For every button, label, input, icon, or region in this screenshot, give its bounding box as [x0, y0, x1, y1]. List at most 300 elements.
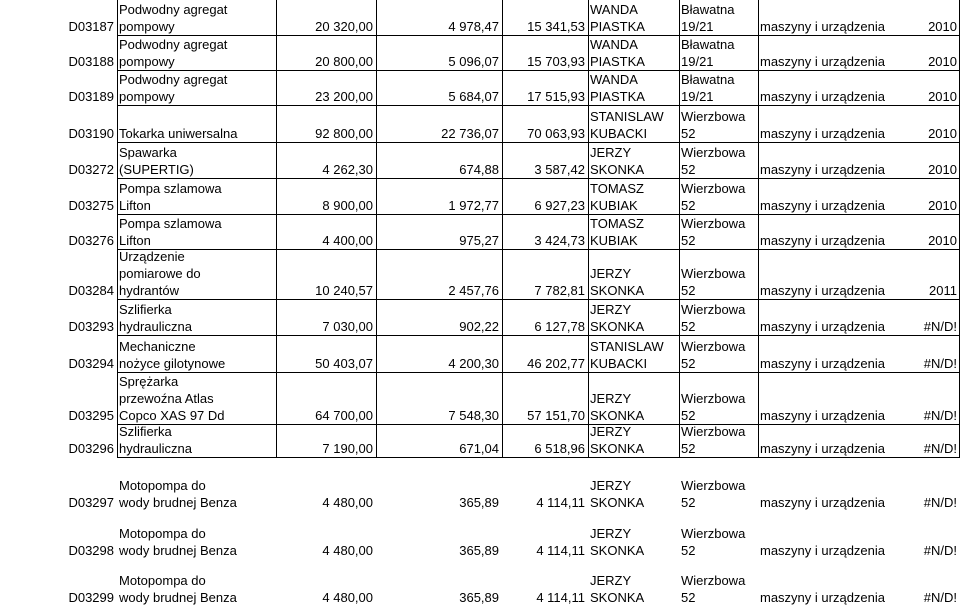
- cell-text: 52: [681, 543, 696, 558]
- cell-text: maszyny i urządzenia: [760, 19, 885, 34]
- cell-depreciation[interactable]: [376, 215, 502, 250]
- cell-depreciation[interactable]: [376, 512, 502, 560]
- table-row: [0, 250, 960, 300]
- cell-text: 2010: [928, 89, 957, 104]
- cell-text: 15 703,93: [527, 54, 585, 69]
- cell-location[interactable]: [679, 300, 758, 336]
- cell-text: Podwodny agregat: [119, 72, 228, 87]
- cell-text: hydrauliczna: [119, 441, 192, 456]
- cell-text: KUBIAK: [590, 233, 638, 248]
- cell-depreciation[interactable]: [376, 458, 502, 512]
- cell-text: Tokarka uniwersalna: [119, 126, 238, 141]
- cell-net[interactable]: [502, 300, 588, 336]
- cell-location[interactable]: [679, 373, 758, 425]
- cell-depreciation[interactable]: [376, 300, 502, 336]
- cell-text: D03293: [68, 319, 114, 334]
- cell-depreciation[interactable]: [376, 336, 502, 373]
- cell-person[interactable]: [588, 0, 679, 36]
- cell-text: 7 548,30: [448, 408, 499, 423]
- cell-id[interactable]: [0, 36, 117, 71]
- cell-text: 19/21: [681, 54, 714, 69]
- cell-location[interactable]: [679, 143, 758, 179]
- cell-text: TOMASZ: [590, 216, 644, 231]
- row-divider: [117, 299, 960, 300]
- cell-year[interactable]: [864, 215, 960, 250]
- cell-id[interactable]: [0, 336, 117, 373]
- cell-depreciation[interactable]: [376, 425, 502, 458]
- cell-text: D03187: [68, 19, 114, 34]
- cell-year[interactable]: [864, 71, 960, 106]
- cell-text: 2010: [928, 126, 957, 141]
- cell-net[interactable]: [502, 0, 588, 36]
- cell-person[interactable]: [588, 143, 679, 179]
- cell-text: D03297: [68, 495, 114, 510]
- cell-text: maszyny i urządzenia: [760, 543, 885, 558]
- cell-text: JERZY: [590, 526, 632, 541]
- cell-text: 52: [681, 590, 696, 605]
- cell-text: 10 240,57: [315, 283, 373, 298]
- cell-text: 23 200,00: [315, 89, 373, 104]
- cell-text: PIASTKA: [590, 89, 645, 104]
- cell-text: pompowy: [119, 19, 175, 34]
- cell-text: KUBACKI: [590, 356, 648, 371]
- cell-location[interactable]: [679, 215, 758, 250]
- cell-text: Sprężarka: [119, 374, 179, 389]
- cell-year[interactable]: [864, 373, 960, 425]
- cell-net[interactable]: [502, 512, 588, 560]
- cell-text: SKONKA: [590, 319, 645, 334]
- table-row: [0, 300, 960, 336]
- cell-name[interactable]: [117, 425, 276, 458]
- cell-text: JERZY: [590, 425, 632, 439]
- cell-text: D03188: [68, 54, 114, 69]
- cell-text: 52: [681, 283, 696, 298]
- cell-depreciation[interactable]: [376, 560, 502, 607]
- cell-text: 7 190,00: [322, 441, 373, 456]
- cell-text: 52: [681, 495, 696, 510]
- cell-person[interactable]: [588, 106, 679, 143]
- cell-text: wody brudnej Benza: [119, 495, 237, 510]
- cell-text: 52: [681, 441, 696, 456]
- cell-id[interactable]: [0, 512, 117, 560]
- cell-text: Bławatna: [681, 72, 735, 87]
- cell-text: Szlifierka: [119, 425, 172, 439]
- cell-text: Wierzbowa: [681, 216, 746, 231]
- cell-text: Wierzbowa: [681, 302, 746, 317]
- cell-location[interactable]: [679, 106, 758, 143]
- cell-net[interactable]: [502, 336, 588, 373]
- cell-name[interactable]: [117, 300, 276, 336]
- cell-text: 671,04: [459, 441, 499, 456]
- cell-name[interactable]: [117, 336, 276, 373]
- cell-year[interactable]: [864, 36, 960, 71]
- cell-year[interactable]: [864, 425, 960, 458]
- cell-text: 20 800,00: [315, 54, 373, 69]
- table-row: [0, 512, 960, 560]
- cell-text: 5 684,07: [448, 89, 499, 104]
- cell-text: 4 400,00: [322, 233, 373, 248]
- cell-name[interactable]: [117, 373, 276, 425]
- cell-text: #N/D!: [923, 543, 957, 558]
- cell-id[interactable]: [0, 560, 117, 607]
- cell-text: 92 800,00: [315, 126, 373, 141]
- cell-text: Lifton: [119, 198, 151, 213]
- table-row: [0, 336, 960, 373]
- cell-text: 4 262,30: [322, 162, 373, 177]
- cell-net[interactable]: [502, 560, 588, 607]
- cell-depreciation[interactable]: [376, 250, 502, 300]
- cell-person[interactable]: [588, 250, 679, 300]
- row-divider: [117, 424, 960, 425]
- cell-year[interactable]: [864, 250, 960, 300]
- cell-text: 7 030,00: [322, 319, 373, 334]
- cell-depreciation[interactable]: [376, 373, 502, 425]
- cell-text: Wierzbowa: [681, 145, 746, 160]
- cell-text: SKONKA: [590, 162, 645, 177]
- cell-text: 4 114,11: [536, 543, 585, 558]
- cell-text: 6 127,78: [534, 319, 585, 334]
- cell-text: 2010: [928, 19, 957, 34]
- cell-depreciation[interactable]: [376, 71, 502, 106]
- cell-text: Copco XAS 97 Dd: [119, 408, 225, 423]
- cell-value[interactable]: [276, 336, 376, 373]
- cell-text: #N/D!: [923, 319, 957, 334]
- cell-person[interactable]: [588, 373, 679, 425]
- row-divider: [117, 457, 960, 458]
- cell-location[interactable]: [679, 458, 758, 512]
- cell-text: D03294: [68, 356, 114, 371]
- cell-net[interactable]: [502, 179, 588, 215]
- cell-text: 20 320,00: [315, 19, 373, 34]
- cell-text: D03275: [68, 198, 114, 213]
- cell-value[interactable]: [276, 560, 376, 607]
- cell-text: TOMASZ: [590, 181, 644, 196]
- cell-text: Podwodny agregat: [119, 2, 228, 17]
- cell-depreciation[interactable]: [376, 0, 502, 36]
- cell-text: 975,27: [459, 233, 499, 248]
- cell-text: Wierzbowa: [681, 391, 746, 406]
- cell-id[interactable]: [0, 0, 117, 36]
- cell-text: D03190: [68, 126, 114, 141]
- cell-name[interactable]: [117, 179, 276, 215]
- cell-text: 5 096,07: [448, 54, 499, 69]
- cell-id[interactable]: [0, 250, 117, 300]
- table-row: [0, 143, 960, 179]
- cell-id[interactable]: [0, 373, 117, 425]
- cell-text: SKONKA: [590, 441, 645, 456]
- cell-value[interactable]: [276, 71, 376, 106]
- cell-text: Wierzbowa: [681, 266, 746, 281]
- cell-text: 22 736,07: [441, 126, 499, 141]
- cell-value[interactable]: [276, 106, 376, 143]
- cell-year[interactable]: [864, 560, 960, 607]
- cell-text: 4 200,30: [448, 356, 499, 371]
- cell-name[interactable]: [117, 36, 276, 71]
- cell-text: #N/D!: [923, 441, 957, 456]
- cell-text: JERZY: [590, 391, 632, 406]
- cell-text: maszyny i urządzenia: [760, 126, 885, 141]
- table-row: [0, 215, 960, 250]
- cell-net[interactable]: [502, 36, 588, 71]
- cell-text: 52: [681, 319, 696, 334]
- cell-text: Motopompa do: [119, 573, 206, 588]
- cell-text: D03284: [68, 283, 114, 298]
- row-divider: [117, 214, 960, 215]
- cell-value[interactable]: [276, 215, 376, 250]
- cell-net[interactable]: [502, 373, 588, 425]
- cell-id[interactable]: [0, 143, 117, 179]
- cell-text: 52: [681, 408, 696, 423]
- table-row: [0, 106, 960, 143]
- cell-text: wody brudnej Benza: [119, 590, 237, 605]
- cell-person[interactable]: [588, 215, 679, 250]
- cell-name[interactable]: [117, 512, 276, 560]
- cell-text: JERZY: [590, 266, 632, 281]
- cell-value[interactable]: [276, 300, 376, 336]
- cell-text: Wierzbowa: [681, 425, 746, 439]
- cell-text: Wierzbowa: [681, 573, 746, 588]
- cell-text: 3 424,73: [534, 233, 585, 248]
- cell-text: D03189: [68, 89, 114, 104]
- cell-location[interactable]: [679, 36, 758, 71]
- cell-text: maszyny i urządzenia: [760, 89, 885, 104]
- cell-year[interactable]: [864, 179, 960, 215]
- cell-text: PIASTKA: [590, 19, 645, 34]
- cell-text: Urządzenie: [119, 250, 185, 264]
- cell-text: 7 782,81: [534, 283, 585, 298]
- cell-text: D03296: [68, 441, 114, 456]
- cell-text: 365,89: [459, 590, 499, 605]
- cell-depreciation[interactable]: [376, 143, 502, 179]
- row-divider: [117, 142, 960, 143]
- cell-person[interactable]: [588, 512, 679, 560]
- cell-year[interactable]: [864, 300, 960, 336]
- cell-text: 4 978,47: [448, 19, 499, 34]
- cell-text: 8 900,00: [322, 198, 373, 213]
- column-divider: [502, 0, 503, 458]
- cell-depreciation[interactable]: [376, 36, 502, 71]
- cell-text: 6 518,96: [534, 441, 585, 456]
- row-divider: [117, 335, 960, 336]
- cell-name[interactable]: [117, 0, 276, 36]
- cell-text: 365,89: [459, 543, 499, 558]
- cell-text: 52: [681, 356, 696, 371]
- cell-net[interactable]: [502, 458, 588, 512]
- cell-text: JERZY: [590, 302, 632, 317]
- cell-location[interactable]: [679, 0, 758, 36]
- cell-value[interactable]: [276, 512, 376, 560]
- cell-text: Szlifierka: [119, 302, 172, 317]
- cell-text: (SUPERTIG): [119, 162, 194, 177]
- cell-text: 2011: [929, 283, 957, 298]
- row-divider: [117, 70, 960, 71]
- cell-text: WANDA: [590, 72, 638, 87]
- cell-text: maszyny i urządzenia: [760, 54, 885, 69]
- cell-depreciation[interactable]: [376, 106, 502, 143]
- cell-text: Podwodny agregat: [119, 37, 228, 52]
- cell-text: #N/D!: [923, 408, 957, 423]
- cell-person[interactable]: [588, 179, 679, 215]
- cell-text: maszyny i urządzenia: [760, 495, 885, 510]
- row-divider: [117, 178, 960, 179]
- cell-text: maszyny i urządzenia: [760, 441, 885, 456]
- cell-net[interactable]: [502, 215, 588, 250]
- cell-location[interactable]: [679, 512, 758, 560]
- cell-text: Bławatna: [681, 2, 735, 17]
- cell-text: 4 480,00: [322, 543, 373, 558]
- cell-text: Pompa szlamowa: [119, 216, 222, 231]
- cell-net[interactable]: [502, 425, 588, 458]
- cell-text: STANISLAW: [590, 109, 664, 124]
- cell-text: 52: [681, 162, 696, 177]
- cell-name[interactable]: [117, 143, 276, 179]
- cell-name[interactable]: [117, 106, 276, 143]
- cell-text: pomiarowe do: [119, 266, 201, 281]
- cell-year[interactable]: [864, 143, 960, 179]
- cell-location[interactable]: [679, 71, 758, 106]
- cell-value[interactable]: [276, 458, 376, 512]
- cell-net[interactable]: [502, 143, 588, 179]
- cell-text: 64 700,00: [315, 408, 373, 423]
- column-divider: [679, 0, 680, 458]
- cell-year[interactable]: [864, 512, 960, 560]
- cell-text: SKONKA: [590, 590, 645, 605]
- cell-text: 2010: [928, 162, 957, 177]
- cell-text: #N/D!: [923, 495, 957, 510]
- cell-id[interactable]: [0, 179, 117, 215]
- cell-value[interactable]: [276, 0, 376, 36]
- cell-text: Lifton: [119, 233, 151, 248]
- cell-name[interactable]: [117, 250, 276, 300]
- cell-text: WANDA: [590, 2, 638, 17]
- cell-year[interactable]: [864, 0, 960, 36]
- cell-net[interactable]: [502, 106, 588, 143]
- cell-text: maszyny i urządzenia: [760, 162, 885, 177]
- cell-text: Spawarka: [119, 145, 177, 160]
- cell-text: 2010: [928, 54, 957, 69]
- cell-text: 15 341,53: [527, 19, 585, 34]
- cell-text: Wierzbowa: [681, 478, 746, 493]
- cell-id[interactable]: [0, 215, 117, 250]
- cell-location[interactable]: [679, 425, 758, 458]
- cell-text: maszyny i urządzenia: [760, 319, 885, 334]
- cell-text: Motopompa do: [119, 526, 206, 541]
- cell-text: KUBACKI: [590, 126, 648, 141]
- cell-text: maszyny i urządzenia: [760, 590, 885, 605]
- cell-name[interactable]: [117, 458, 276, 512]
- cell-value[interactable]: [276, 179, 376, 215]
- cell-text: pompowy: [119, 89, 175, 104]
- cell-text: Wierzbowa: [681, 181, 746, 196]
- cell-value[interactable]: [276, 425, 376, 458]
- cell-text: STANISLAW: [590, 339, 664, 354]
- cell-text: maszyny i urządzenia: [760, 408, 885, 423]
- cell-text: pompowy: [119, 54, 175, 69]
- cell-text: 17 515,93: [527, 89, 585, 104]
- cell-year[interactable]: [864, 458, 960, 512]
- cell-location[interactable]: [679, 336, 758, 373]
- cell-id[interactable]: [0, 458, 117, 512]
- cell-person[interactable]: [588, 300, 679, 336]
- cell-text: maszyny i urządzenia: [760, 198, 885, 213]
- cell-person[interactable]: [588, 36, 679, 71]
- cell-id[interactable]: [0, 71, 117, 106]
- cell-text: maszyny i urządzenia: [760, 283, 885, 298]
- cell-text: 4 480,00: [322, 495, 373, 510]
- cell-text: 4 480,00: [322, 590, 373, 605]
- cell-name[interactable]: [117, 215, 276, 250]
- column-divider: [117, 0, 118, 458]
- cell-value[interactable]: [276, 143, 376, 179]
- cell-text: 2010: [928, 233, 957, 248]
- cell-net[interactable]: [502, 71, 588, 106]
- table-row: [0, 0, 960, 36]
- cell-text: nożyce gilotynowe: [119, 356, 226, 371]
- column-divider: [758, 0, 759, 458]
- cell-location[interactable]: [679, 560, 758, 607]
- cell-net[interactable]: [502, 250, 588, 300]
- cell-text: D03298: [68, 543, 114, 558]
- cell-text: JERZY: [590, 145, 632, 160]
- cell-text: hydrantów: [119, 283, 179, 298]
- cell-text: 46 202,77: [527, 356, 585, 371]
- cell-text: 4 114,11: [536, 495, 585, 510]
- cell-person[interactable]: [588, 458, 679, 512]
- column-divider: [276, 0, 277, 458]
- cell-text: JERZY: [590, 478, 632, 493]
- cell-text: Wierzbowa: [681, 339, 746, 354]
- cell-text: 70 063,93: [527, 126, 585, 141]
- cell-depreciation[interactable]: [376, 179, 502, 215]
- cell-text: SKONKA: [590, 283, 645, 298]
- cell-name[interactable]: [117, 560, 276, 607]
- cell-year[interactable]: [864, 106, 960, 143]
- cell-location[interactable]: [679, 179, 758, 215]
- cell-text: D03295: [68, 408, 114, 423]
- cell-text: PIASTKA: [590, 54, 645, 69]
- cell-name[interactable]: [117, 71, 276, 106]
- cell-text: D03272: [68, 162, 114, 177]
- cell-text: KUBIAK: [590, 198, 638, 213]
- cell-id[interactable]: [0, 300, 117, 336]
- cell-text: Pompa szlamowa: [119, 181, 222, 196]
- cell-text: 52: [681, 233, 696, 248]
- cell-year[interactable]: [864, 336, 960, 373]
- cell-id[interactable]: [0, 425, 117, 458]
- cell-text: 3 587,42: [534, 162, 585, 177]
- table-row: [0, 425, 960, 458]
- cell-person[interactable]: [588, 71, 679, 106]
- cell-text: 674,88: [459, 162, 499, 177]
- cell-text: 365,89: [459, 495, 499, 510]
- cell-text: 52: [681, 198, 696, 213]
- cell-value[interactable]: [276, 36, 376, 71]
- cell-person[interactable]: [588, 425, 679, 458]
- cell-id[interactable]: [0, 106, 117, 143]
- row-divider: [117, 372, 960, 373]
- cell-person[interactable]: [588, 336, 679, 373]
- row-divider: [117, 249, 960, 250]
- cell-value[interactable]: [276, 373, 376, 425]
- cell-text: 2 457,76: [448, 283, 499, 298]
- cell-text: WANDA: [590, 37, 638, 52]
- cell-text: wody brudnej Benza: [119, 543, 237, 558]
- cell-value[interactable]: [276, 250, 376, 300]
- cell-text: 6 927,23: [534, 198, 585, 213]
- cell-text: Wierzbowa: [681, 526, 746, 541]
- cell-location[interactable]: [679, 250, 758, 300]
- cell-person[interactable]: [588, 560, 679, 607]
